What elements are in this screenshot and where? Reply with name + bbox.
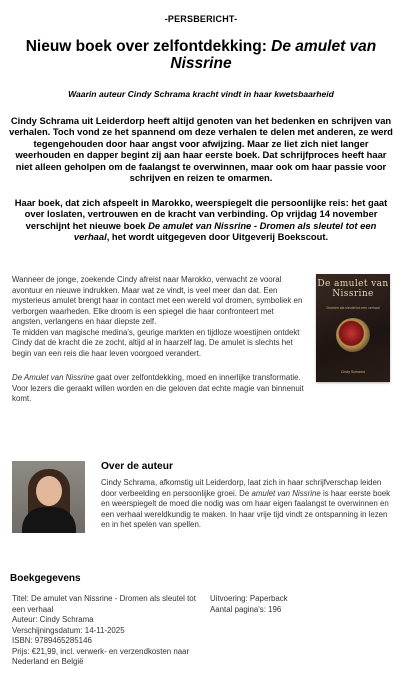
detail-author: Auteur: Cindy Schrama — [12, 615, 94, 624]
book-details-left — [12, 594, 200, 668]
body-p2: Te midden van magische medina's, geurige markten en tijdloze woestijnen ontdekt Cindy dat de kracht die ze zocht, altijd al in haarzelf lag. De amulet is slechts het begin van een reis die haar leven voorgoed verandert. — [12, 327, 300, 358]
detail-pages: Aantal pagina's: 196 — [210, 604, 282, 614]
lead2-text-b: , het wordt uitgegeven door Uitgeverij Boekscout. — [106, 231, 329, 243]
cover-author: Cindy Schrama — [341, 370, 365, 374]
lead2-book-title: De amulet van Nissrine - Dromen als sleutel tot een verhaal — [73, 219, 377, 243]
detail-release-date: Verschijningsdatum: 14-11-2025 — [12, 625, 125, 635]
about-book-title: amulet van Nissrine — [251, 488, 321, 498]
body-p1: Wanneer de jonge, zoekende Cindy afreist naar Marokko, verwacht ze vooral avontuur en nieuwe indrukken. Maar wat ze vindt, is veel meer dan dat. Een mysterieus amulet brengt haar in contact met een wereld vol dromen, symboliek en verborgen waarheden. Elke droom is een spiegel die haar confronteert met angsten, verlangens en haar diepste zelf. — [12, 275, 303, 326]
title-plain: Nieuw boek over zelfontdekking: — [25, 38, 272, 55]
amulet-icon — [336, 318, 370, 352]
lead-paragraph-2 — [8, 197, 394, 243]
about-author-text — [101, 478, 391, 531]
author-face — [36, 476, 62, 506]
cover-subtitle: Dromen als sleutel tot een verhaal — [326, 306, 380, 310]
lead-paragraph-1: Cindy Schrama uit Leiderdorp heeft altijd genoten van het bedenken en schrijven van verhalen. Toch vond ze het spannend om deze verhalen te delen met anderen, ze werd tegengehouden door haar angst voor afwijzing. Maar ze liet zich niet langer weerhouden en dapper begint zij aan haar eerste boek. Dat schrijfproces heeft haar niet alleen geholpen om de faalangst te overwinnen, maar ook om haar passie voor schrijven en reizen te omarmen. — [9, 115, 393, 184]
book-details-heading: Boekgegevens — [10, 573, 81, 584]
page-subtitle: Waarin auteur Cindy Schrama kracht vindt in haar kwetsbaarheid — [68, 89, 334, 99]
cover-title: De amulet van Nissrine — [317, 279, 389, 299]
body-p3-title: De Amulet van Nissrine — [12, 373, 95, 382]
author-photo — [12, 461, 85, 533]
body-paragraph-3 — [12, 373, 304, 405]
about-text-b: is haar eerste boek en weerspiegelt de moed die nodig was om haar eigen faalangst te overwinnen en een verhaal wereldkundig te maken. In haar vrije tijd vindt ze ontspanning in lezen en in het spelen van spellen. — [101, 488, 391, 529]
title-book-name: De amulet van Nissrine — [170, 38, 377, 72]
detail-price: Prijs: €21,99, incl. verwerk- en verzendkosten naar Nederland en België — [12, 646, 190, 666]
page-title — [14, 38, 388, 72]
detail-title: Titel: De amulet van Nissrine - Dromen als sleutel tot een verhaal — [12, 594, 196, 614]
book-cover-image — [316, 274, 390, 382]
body-paragraph-1 — [12, 275, 304, 359]
detail-isbn: ISBN: 9789465285146 — [12, 636, 92, 645]
book-details-right — [210, 594, 390, 615]
press-release-kicker: -PERSBERICHT- — [164, 14, 238, 24]
body-p3-text: gaat over zelfontdekking, moed en innerlijke transformatie. Voor lezers die geraakt willen worden en die geloven dat echte magie van binnenuit komt. — [12, 373, 304, 403]
about-text-a: Cindy Schrama, afkomstig uit Leiderdorp, laat zich in haar schrijfverschap leiden door verbeelding en persoonlijke groei. De — [101, 478, 382, 498]
about-author-heading: Over de auteur — [101, 461, 173, 472]
detail-format: Uitvoering: Paperback — [210, 594, 288, 603]
lead2-text-a: Haar boek, dat zich afspeelt in Marokko, weerspiegelt die persoonlijke reis: het gaat over loslaten, vertrouwen en de kracht van verbinding. Op vrijdag 14 november verschijnt het nieuwe boek — [14, 197, 388, 231]
